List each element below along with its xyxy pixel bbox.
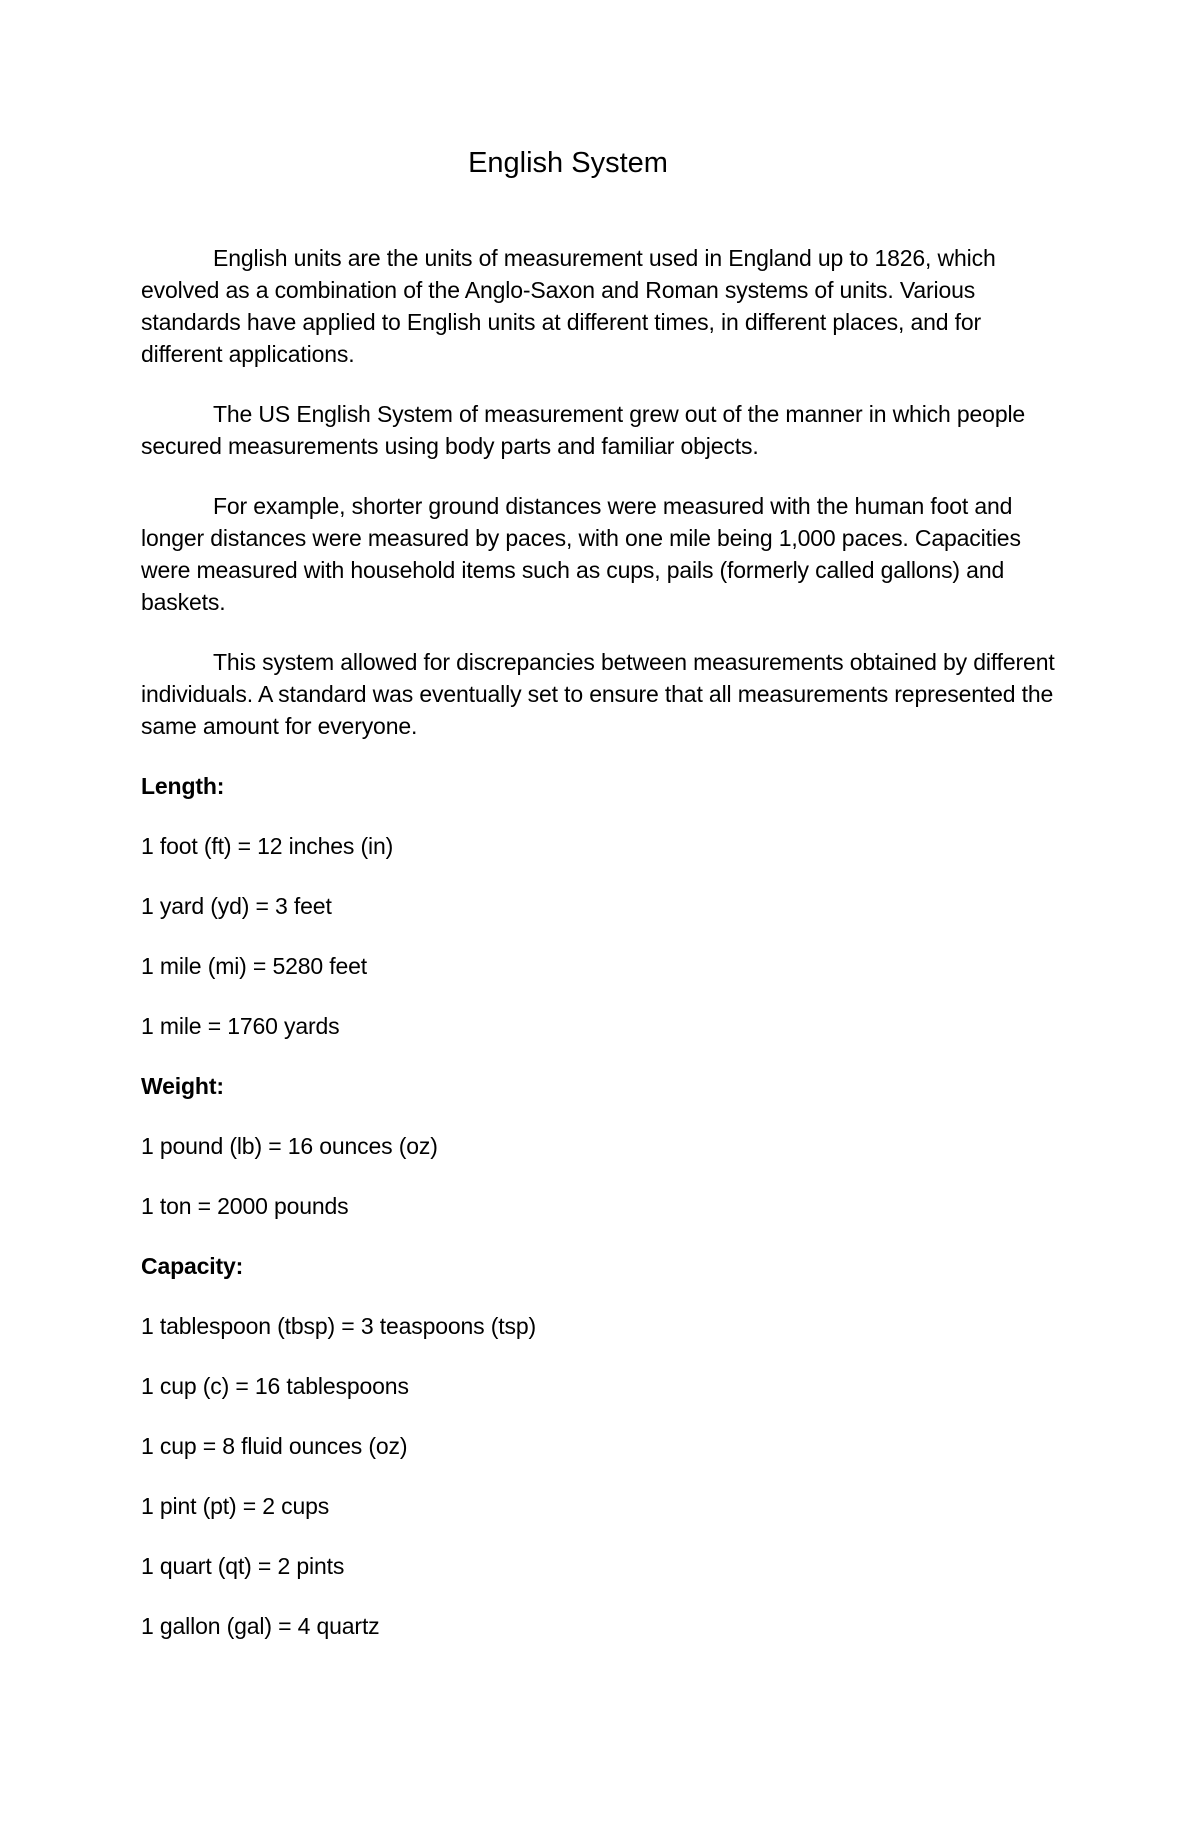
paragraph-intro: English units are the units of measurement used in England up to 1826, which evolved as a combination of the Anglo-Saxon and Roman systems of units. Various standards have applied to English units at different times, in different places, and for different applications. xyxy=(141,245,996,367)
weight-item: 1 pound (lb) = 16 ounces (oz) xyxy=(141,1133,438,1159)
length-item: 1 mile (mi) = 5280 feet xyxy=(141,953,368,979)
capacity-item: 1 quart (qt) = 2 pints xyxy=(141,1553,345,1579)
paragraph-standard: This system allowed for discrepancies between measurements obtained by different individuals. A standard was eventually set to ensure that all measurements represented the same amount for everyone. xyxy=(141,649,1055,739)
paragraph-example: For example, shorter ground distances were measured with the human foot and longer distances were measured by paces, with one mile being 1,000 paces. Capacities were measured with household items such as cups, pails (formerly called gallons) and baskets. xyxy=(141,493,1021,615)
length-item: 1 mile = 1760 yards xyxy=(141,1013,340,1039)
document-body xyxy=(141,242,1061,1670)
capacity-item: 1 pint (pt) = 2 cups xyxy=(141,1493,330,1519)
capacity-item: 1 cup (c) = 16 tablespoons xyxy=(141,1373,409,1399)
length-item: 1 foot (ft) = 12 inches (in) xyxy=(141,833,394,859)
section-heading-weight: Weight: xyxy=(141,1073,224,1099)
capacity-item: 1 tablespoon (tbsp) = 3 teaspoons (tsp) xyxy=(141,1313,536,1339)
weight-item: 1 ton = 2000 pounds xyxy=(141,1193,349,1219)
capacity-item: 1 gallon (gal) = 4 quartz xyxy=(141,1613,380,1639)
section-heading-length: Length: xyxy=(141,773,225,799)
capacity-item: 1 cup = 8 fluid ounces (oz) xyxy=(141,1433,408,1459)
page-title: English System xyxy=(468,147,668,179)
section-heading-capacity: Capacity: xyxy=(141,1253,244,1279)
paragraph-us-system: The US English System of measurement grew out of the manner in which people secured measurements using body parts and familiar objects. xyxy=(141,401,1026,459)
length-item: 1 yard (yd) = 3 feet xyxy=(141,893,332,919)
